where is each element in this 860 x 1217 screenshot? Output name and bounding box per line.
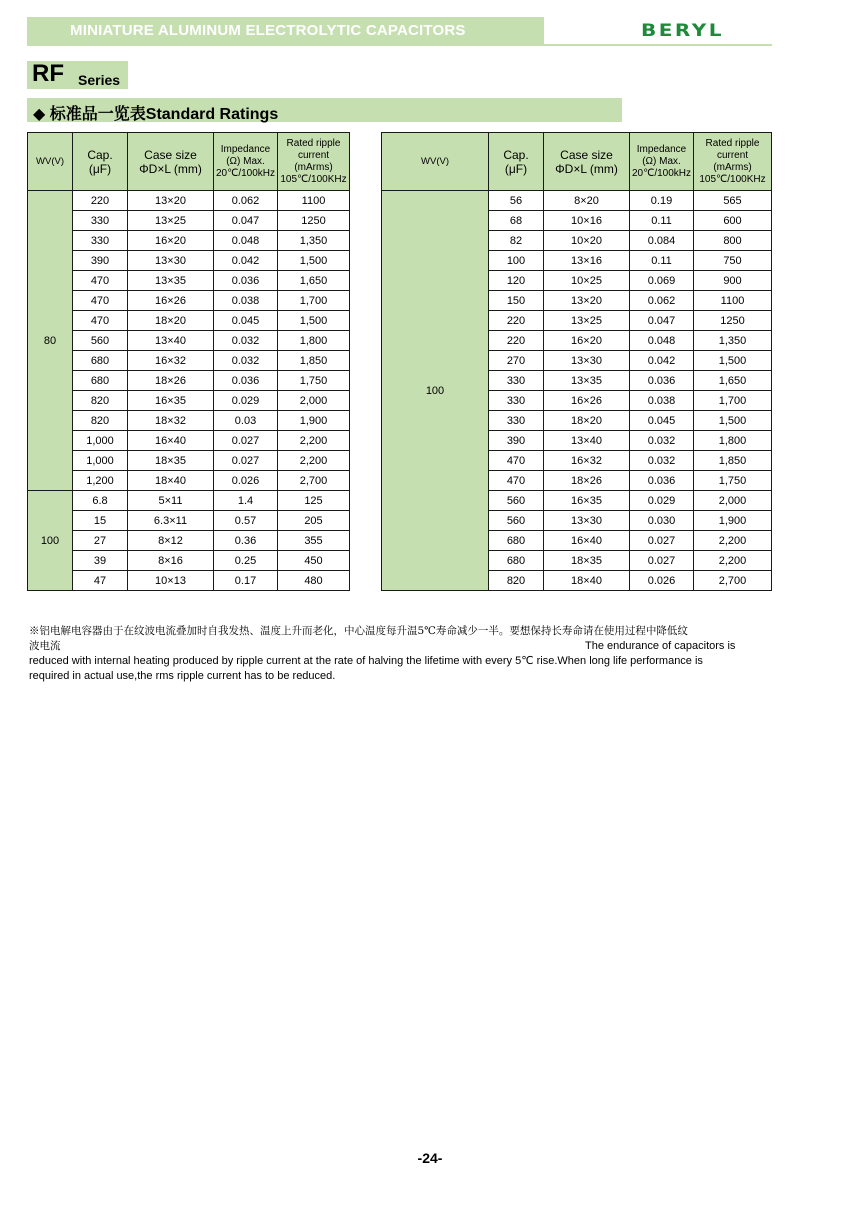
header-line: 20℃/100kHz: [631, 167, 692, 179]
ripple-cell: 1,650: [278, 271, 350, 291]
wv-cell: 100: [28, 491, 73, 591]
ripple-cell: 1,700: [694, 391, 772, 411]
table-row: [382, 191, 772, 211]
ripple-cell: 2,200: [694, 551, 772, 571]
impedance-cell: 0.036: [214, 371, 278, 391]
impedance-cell: 0.026: [214, 471, 278, 491]
col-header-ripple: [694, 133, 772, 191]
impedance-cell: 0.062: [630, 291, 694, 311]
cap-cell: 560: [489, 491, 544, 511]
ripple-cell: 1250: [694, 311, 772, 331]
cap-cell: 150: [489, 291, 544, 311]
col-header-cap: [489, 133, 544, 191]
col-header-impedance: [214, 133, 278, 191]
case-cell: 10×16: [544, 211, 630, 231]
ripple-cell: 1,800: [278, 331, 350, 351]
case-cell: 16×35: [544, 491, 630, 511]
col-header-ripple: [278, 133, 350, 191]
section-title-text: 标准品一览表Standard Ratings: [49, 106, 279, 123]
header-line: Cap.: [87, 147, 113, 162]
impedance-cell: 0.030: [630, 511, 694, 531]
table-row: [28, 571, 350, 591]
page-number: -24-: [417, 1150, 443, 1166]
table-row: [28, 531, 350, 551]
impedance-cell: 0.57: [214, 511, 278, 531]
ripple-cell: 205: [278, 511, 350, 531]
table-row: [28, 371, 350, 391]
case-cell: 18×32: [128, 411, 214, 431]
case-cell: 16×40: [544, 531, 630, 551]
case-cell: 8×12: [128, 531, 214, 551]
header-line: Case size: [144, 147, 197, 162]
header-line: (mArms): [713, 161, 752, 173]
header-line: Impedance: [636, 143, 687, 155]
impedance-cell: 0.25: [214, 551, 278, 571]
impedance-cell: 0.045: [630, 411, 694, 431]
impedance-cell: 0.032: [214, 351, 278, 371]
impedance-cell: 0.062: [214, 191, 278, 211]
header-line: Case size: [560, 147, 613, 162]
header-line: (mArms): [294, 161, 333, 173]
cap-cell: 6.8: [73, 491, 128, 511]
cap-cell: 680: [73, 351, 128, 371]
cap-cell: 680: [489, 551, 544, 571]
table-row: [28, 291, 350, 311]
ripple-cell: 1,500: [278, 311, 350, 331]
case-cell: 13×25: [544, 311, 630, 331]
ripple-cell: 2,700: [694, 571, 772, 591]
impedance-cell: 0.19: [630, 191, 694, 211]
cap-cell: 330: [489, 391, 544, 411]
ripple-cell: 2,200: [278, 431, 350, 451]
col-header-impedance: [630, 133, 694, 191]
impedance-cell: 0.042: [630, 351, 694, 371]
case-cell: 18×35: [128, 451, 214, 471]
ripple-cell: 2,000: [278, 391, 350, 411]
impedance-cell: 0.027: [630, 531, 694, 551]
header-line: ΦD×L (mm): [555, 161, 618, 176]
impedance-cell: 0.36: [214, 531, 278, 551]
header-line: Impedance: [220, 143, 271, 155]
impedance-cell: 0.026: [630, 571, 694, 591]
ripple-cell: 1,900: [694, 511, 772, 531]
ratings-table-left: [27, 132, 350, 591]
table-row: [28, 191, 350, 211]
series-name: RF: [32, 60, 64, 87]
case-cell: 13×35: [128, 271, 214, 291]
cap-cell: 680: [73, 371, 128, 391]
case-cell: 13×20: [128, 191, 214, 211]
wv-cell: 80: [28, 191, 73, 491]
table-row: [28, 271, 350, 291]
header-row: [28, 133, 350, 191]
case-cell: 16×20: [128, 231, 214, 251]
ripple-cell: 1100: [278, 191, 350, 211]
header-line: 105℃/100KHz: [699, 173, 766, 185]
cap-cell: 330: [489, 371, 544, 391]
impedance-cell: 0.045: [214, 311, 278, 331]
ripple-cell: 1,500: [694, 351, 772, 371]
brand-logo: BERYL: [641, 20, 724, 41]
table-row: [28, 311, 350, 331]
cap-cell: 470: [489, 471, 544, 491]
table-row: [28, 211, 350, 231]
impedance-cell: 0.042: [214, 251, 278, 271]
cap-cell: 1,000: [73, 451, 128, 471]
table-row: [28, 411, 350, 431]
cap-cell: 560: [73, 331, 128, 351]
table-row: [28, 351, 350, 371]
case-cell: 16×35: [128, 391, 214, 411]
cap-cell: 120: [489, 271, 544, 291]
header-line: 105℃/100KHz: [280, 173, 347, 185]
cap-cell: 820: [489, 571, 544, 591]
case-cell: 13×25: [128, 211, 214, 231]
table-row: [28, 551, 350, 571]
header-line: (μF): [88, 161, 112, 176]
section-title: [33, 101, 278, 124]
table-row: [28, 431, 350, 451]
ripple-cell: 1,700: [278, 291, 350, 311]
case-cell: 18×35: [544, 551, 630, 571]
cap-cell: 220: [489, 331, 544, 351]
case-cell: 13×40: [544, 431, 630, 451]
impedance-cell: 0.027: [214, 451, 278, 471]
cap-cell: 330: [489, 411, 544, 431]
cap-cell: 1,200: [73, 471, 128, 491]
header-line: ΦD×L (mm): [139, 161, 202, 176]
cap-cell: 820: [73, 391, 128, 411]
impedance-cell: 0.027: [630, 551, 694, 571]
case-cell: 8×16: [128, 551, 214, 571]
case-cell: 10×13: [128, 571, 214, 591]
impedance-cell: 1.4: [214, 491, 278, 511]
case-cell: 16×20: [544, 331, 630, 351]
impedance-cell: 0.11: [630, 251, 694, 271]
note-cn-line1: ※铝电解电容器由于在纹波电流叠加时自我发热、温度上升而老化，中心温度每升温5℃寿命减少一半。要想保持长寿命请在使用过程中降低纹: [29, 625, 688, 637]
impedance-cell: 0.036: [630, 371, 694, 391]
ripple-cell: 1,850: [694, 451, 772, 471]
ripple-cell: 1,650: [694, 371, 772, 391]
cap-cell: 220: [73, 191, 128, 211]
case-cell: 18×20: [544, 411, 630, 431]
ripple-cell: 450: [278, 551, 350, 571]
impedance-cell: 0.11: [630, 211, 694, 231]
cap-cell: 27: [73, 531, 128, 551]
cap-cell: 820: [73, 411, 128, 431]
note-en-line2: reduced with internal heating produced by ripple current at the rate of halving the lifetime with every 5℃ rise.When long life performance is: [29, 655, 703, 667]
impedance-cell: 0.032: [630, 451, 694, 471]
cap-cell: 390: [73, 251, 128, 271]
impedance-cell: 0.036: [214, 271, 278, 291]
header-line: Rated ripple: [705, 137, 760, 149]
cap-cell: 82: [489, 231, 544, 251]
header-line: current: [716, 149, 749, 161]
impedance-cell: 0.048: [214, 231, 278, 251]
cap-cell: 47: [73, 571, 128, 591]
cap-cell: 330: [73, 231, 128, 251]
case-cell: 18×26: [128, 371, 214, 391]
case-cell: 10×20: [544, 231, 630, 251]
case-cell: 6.3×11: [128, 511, 214, 531]
case-cell: 13×30: [544, 511, 630, 531]
cap-cell: 15: [73, 511, 128, 531]
cap-cell: 100: [489, 251, 544, 271]
cap-cell: 220: [489, 311, 544, 331]
case-cell: 13×20: [544, 291, 630, 311]
impedance-cell: 0.032: [214, 331, 278, 351]
ripple-cell: 355: [278, 531, 350, 551]
ripple-cell: 900: [694, 271, 772, 291]
ripple-cell: 480: [278, 571, 350, 591]
ripple-cell: 1,350: [694, 331, 772, 351]
case-cell: 10×25: [544, 271, 630, 291]
table-row: [28, 331, 350, 351]
case-cell: 16×32: [544, 451, 630, 471]
ripple-cell: 750: [694, 251, 772, 271]
impedance-cell: 0.03: [214, 411, 278, 431]
cap-cell: 1,000: [73, 431, 128, 451]
case-cell: 5×11: [128, 491, 214, 511]
table-row: [28, 231, 350, 251]
ripple-cell: 1100: [694, 291, 772, 311]
table-row: [28, 511, 350, 531]
ripple-cell: 1,750: [694, 471, 772, 491]
header-line: (Ω) Max.: [642, 155, 681, 167]
ripple-cell: 2,200: [278, 451, 350, 471]
case-cell: 13×35: [544, 371, 630, 391]
table-row: [28, 391, 350, 411]
cap-cell: 470: [73, 271, 128, 291]
case-cell: 16×26: [544, 391, 630, 411]
cap-cell: 39: [73, 551, 128, 571]
case-cell: 18×26: [544, 471, 630, 491]
ripple-cell: 1,750: [278, 371, 350, 391]
cap-cell: 56: [489, 191, 544, 211]
ripple-cell: 600: [694, 211, 772, 231]
cap-cell: 68: [489, 211, 544, 231]
ripple-cell: 565: [694, 191, 772, 211]
table-row: [28, 471, 350, 491]
case-cell: 13×30: [128, 251, 214, 271]
cap-cell: 560: [489, 511, 544, 531]
impedance-cell: 0.17: [214, 571, 278, 591]
impedance-cell: 0.048: [630, 331, 694, 351]
header-line: current: [297, 149, 330, 161]
header-title: MINIATURE ALUMINUM ELECTROLYTIC CAPACITORS: [70, 22, 466, 39]
series-suffix: Series: [78, 72, 121, 88]
cap-cell: 470: [73, 291, 128, 311]
case-cell: 8×20: [544, 191, 630, 211]
table-row: [28, 451, 350, 471]
case-cell: 18×40: [544, 571, 630, 591]
ripple-cell: 1,850: [278, 351, 350, 371]
impedance-cell: 0.029: [630, 491, 694, 511]
impedance-cell: 0.029: [214, 391, 278, 411]
note-en-line3: required in actual use,the rms ripple current has to be reduced.: [29, 670, 336, 682]
ripple-cell: 1250: [278, 211, 350, 231]
impedance-cell: 0.084: [630, 231, 694, 251]
case-cell: 13×40: [128, 331, 214, 351]
cap-cell: 680: [489, 531, 544, 551]
impedance-cell: 0.069: [630, 271, 694, 291]
cap-cell: 270: [489, 351, 544, 371]
impedance-cell: 0.038: [214, 291, 278, 311]
case-cell: 13×30: [544, 351, 630, 371]
case-cell: 13×16: [544, 251, 630, 271]
ripple-cell: 1,350: [278, 231, 350, 251]
cap-cell: 470: [73, 311, 128, 331]
impedance-cell: 0.027: [214, 431, 278, 451]
impedance-cell: 0.047: [630, 311, 694, 331]
diamond-bullet-icon: ◆: [33, 106, 46, 123]
table-row: [28, 251, 350, 271]
case-cell: 18×20: [128, 311, 214, 331]
note-cn-line2: 波电流: [29, 640, 61, 652]
impedance-cell: 0.032: [630, 431, 694, 451]
col-header-cap: [73, 133, 128, 191]
header-line: Rated ripple: [286, 137, 341, 149]
impedance-cell: 0.036: [630, 471, 694, 491]
ripple-cell: 1,500: [278, 251, 350, 271]
wv-cell: 100: [382, 191, 489, 591]
header-rule: [520, 44, 772, 46]
cap-cell: 390: [489, 431, 544, 451]
ripple-cell: 125: [278, 491, 350, 511]
header-row: [382, 133, 772, 191]
ripple-cell: 800: [694, 231, 772, 251]
ripple-cell: 2,700: [278, 471, 350, 491]
col-header-case: [128, 133, 214, 191]
note-en-part1: The endurance of capacitors is: [585, 640, 736, 652]
col-header-wv: WV(V): [382, 133, 489, 191]
ripple-cell: 2,200: [694, 531, 772, 551]
ripple-cell: 2,000: [694, 491, 772, 511]
ripple-note: [29, 624, 759, 684]
ripple-cell: 1,900: [278, 411, 350, 431]
ratings-table-right: [381, 132, 772, 591]
impedance-cell: 0.038: [630, 391, 694, 411]
case-cell: 16×32: [128, 351, 214, 371]
table-row: [28, 491, 350, 511]
header-line: 20℃/100kHz: [215, 167, 276, 179]
case-cell: 16×26: [128, 291, 214, 311]
case-cell: 16×40: [128, 431, 214, 451]
cap-cell: 470: [489, 451, 544, 471]
ripple-cell: 1,800: [694, 431, 772, 451]
header-line: (μF): [504, 161, 528, 176]
impedance-cell: 0.047: [214, 211, 278, 231]
case-cell: 18×40: [128, 471, 214, 491]
header-line: (Ω) Max.: [226, 155, 265, 167]
col-header-case: [544, 133, 630, 191]
header-line: Cap.: [503, 147, 529, 162]
col-header-wv: WV(V): [28, 133, 73, 191]
cap-cell: 330: [73, 211, 128, 231]
ripple-cell: 1,500: [694, 411, 772, 431]
